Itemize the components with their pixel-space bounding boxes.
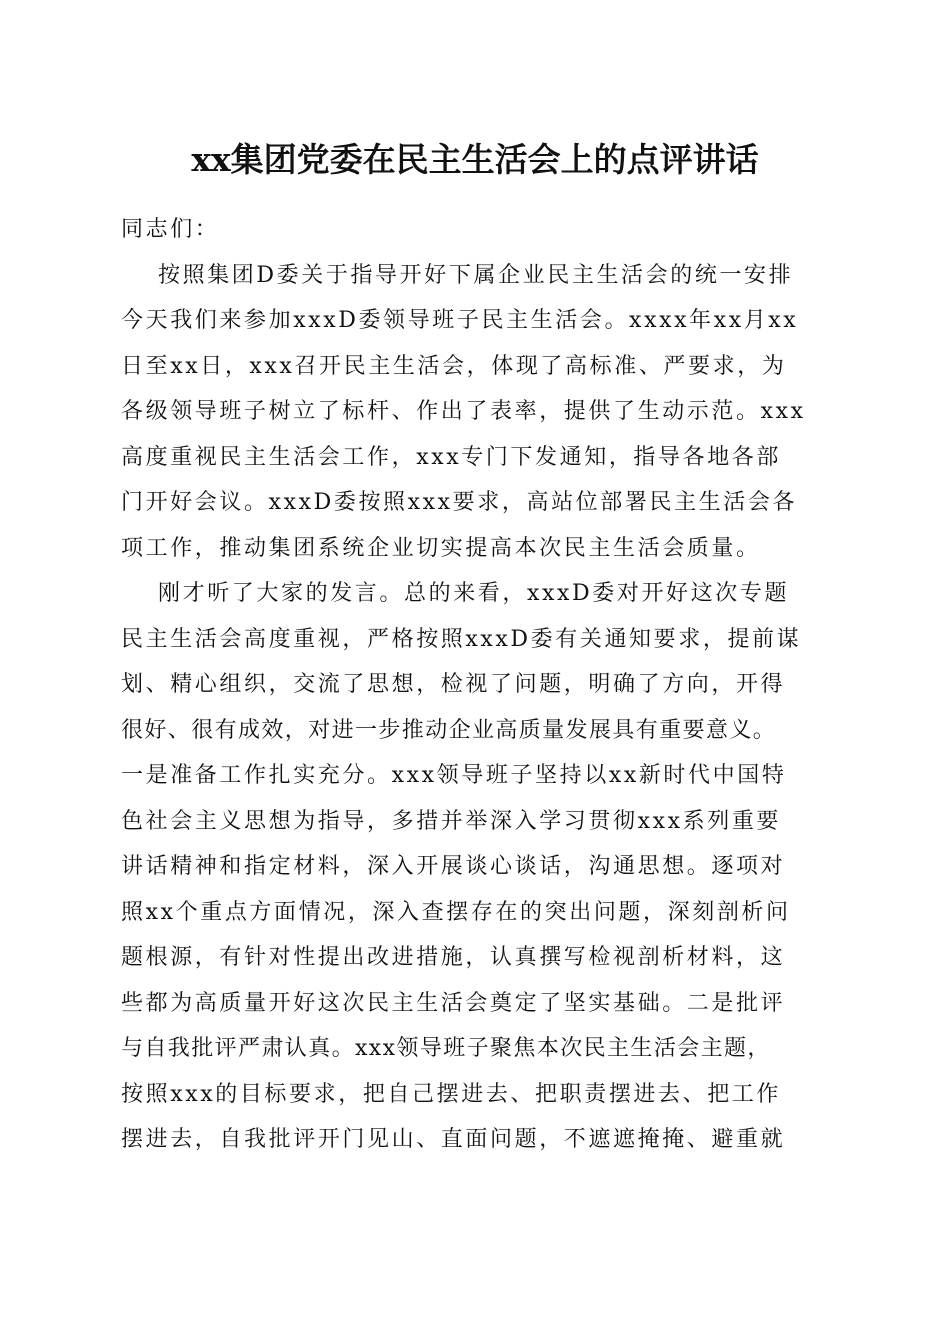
text-line: 日至xx日，xxx召开民主生活会，体现了高标准、严要求，为 xyxy=(121,353,787,379)
text-line: 按照xxx的目标要求，把自己摆进去、把职责摆进去、把工作 xyxy=(121,1081,782,1107)
text-line: 些都为高质量开好这次民主生活会奠定了坚实基础。二是批评 xyxy=(121,990,786,1016)
text-line: 民主生活会高度重视，严格按照xxxD委有关通知要求，提前谋 xyxy=(121,626,802,652)
text-line: 各级领导班子树立了标杆、作出了表率，提供了生动示范。xxx xyxy=(121,399,806,424)
text-line: 讲话精神和指定材料，深入开展谈心谈话，沟通思想。逐项对 xyxy=(121,854,786,879)
text-line: 色社会主义思想为指导，多措并举深入学习贯彻xxx系列重要 xyxy=(121,808,782,834)
text-line: 题根源，有针对性提出改进措施，认真撰写检视剖析材料，这 xyxy=(121,945,786,970)
document-title: xx集团党委在民主生活会上的点评讲话 xyxy=(191,140,759,179)
text-line: 刚才听了大家的发言。总的来看，xxxD委对开好这次专题 xyxy=(158,581,790,606)
text-line: 今天我们来参加xxxD委领导班子民主生活会。xxxx年xx月xx xyxy=(121,308,799,333)
text-line: 划、精心组织，交流了思想，检视了问题，明确了方向，开得 xyxy=(121,672,786,697)
salutation: 同志们： xyxy=(121,217,220,242)
text-line: 照xx个重点方面情况，深入查摆存在的突出问题，深刻剖析问 xyxy=(121,899,791,925)
document-body xyxy=(121,207,836,1163)
text-line: 高度重视民主生活会工作，xxx专门下发通知，指导各地各部 xyxy=(121,444,782,470)
text-line: 摆进去，自我批评开门见山、直面问题，不遮遮掩掩、避重就 xyxy=(121,1127,786,1152)
text-line: 按照集团D委关于指导开好下属企业民主生活会的统一安排 xyxy=(158,262,794,288)
text-line: 与自我批评严肃认真。xxx领导班子聚焦本次民主生活会主题， xyxy=(121,1036,771,1061)
text-line: 项工作，推动集团系统企业切实提高本次民主生活会质量。 xyxy=(121,535,761,561)
text-line: 很好、很有成效，对进一步推动企业高质量发展具有重要意义。 xyxy=(121,717,777,743)
text-line: 一是准备工作扎实充分。xxx领导班子坚持以xx新时代中国特 xyxy=(121,763,787,788)
text-line: 门开好会议。xxxD委按照xxx要求，高站位部署民主生活会各 xyxy=(121,490,798,515)
